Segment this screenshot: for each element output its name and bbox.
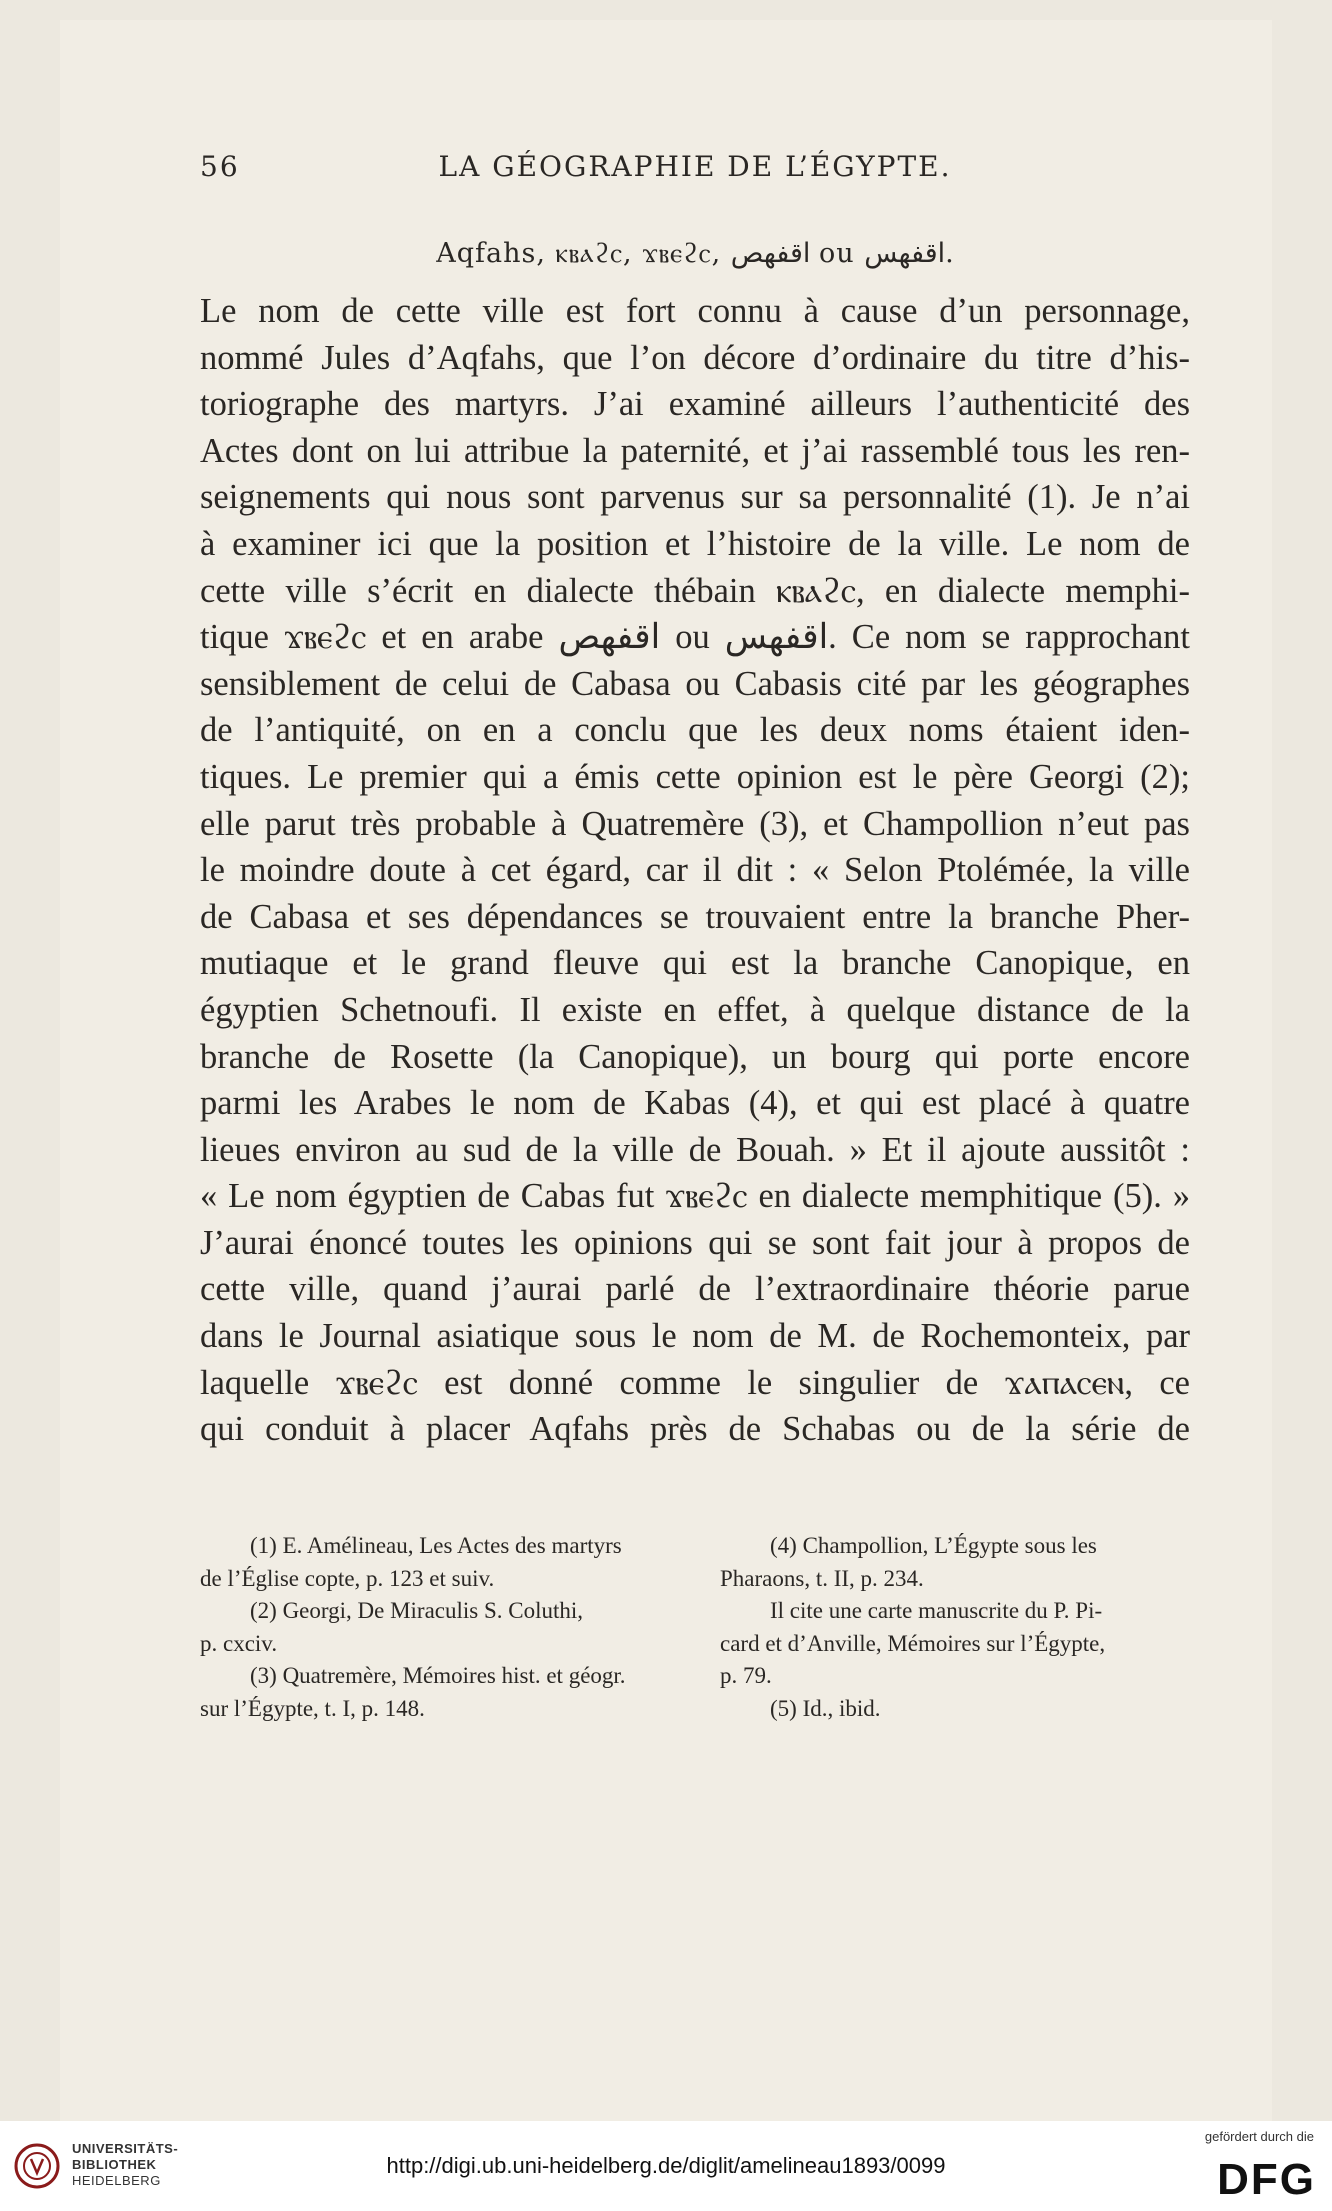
- footnotes-left-column: [200, 1530, 670, 1725]
- library-line: HEIDELBERG: [72, 2173, 161, 2188]
- body-line: laquelle ϫⲃⲉϩⲥ est donné comme le singulier de ϫⲁⲡⲁⲥⲉⲛ, ce: [200, 1363, 1190, 1402]
- body-line: lieues environ au sud de la ville de Bouah. » Et il ajoute aussitôt :: [200, 1130, 1190, 1169]
- body-line: sensiblement de celui de Cabasa ou Cabasis cité par les géographes: [200, 664, 1190, 703]
- footnote-line: (3) Quatremère, Mémoires hist. et géogr.: [250, 1663, 626, 1688]
- body-line: égyptien Schetnoufi. Il existe en effet, à quelque distance de la: [200, 990, 1190, 1029]
- library-line: BIBLIOTHEK: [72, 2157, 157, 2172]
- footnote-line: (5) Id., ibid.: [770, 1695, 881, 1721]
- section-heading: Aqfahs, ⲕⲃⲁϩⲥ, ϫⲃⲉϩⲥ, اقفهص ou اقفهس.: [436, 238, 954, 269]
- body-line: J’aurai énoncé toutes les opinions qui se sont fait jour à propos de: [200, 1223, 1190, 1262]
- body-line: cette ville s’écrit en dialecte thébain ⲕⲃⲁϩⲥ, en dialecte memphi-: [200, 571, 1190, 610]
- body-line: elle parut très probable à Quatremère (3), et Champollion n’eut pas: [200, 804, 1190, 843]
- body-line: cette ville, quand j’aurai parlé de l’extraordinaire théorie parue: [200, 1270, 1190, 1309]
- running-head: [200, 150, 1190, 183]
- footnote-line: de l’Église copte, p. 123 et suiv.: [200, 1565, 495, 1591]
- body-line: Le nom de cette ville est fort connu à cause d’un personnage,: [200, 292, 1190, 330]
- dfg-logo: DFG: [1217, 2155, 1316, 2204]
- footnote-line: card et d’Anville, Mémoires sur l’Égypte,: [720, 1630, 1106, 1656]
- footnote-line: (1) E. Amélineau, Les Actes des martyrs: [250, 1533, 622, 1558]
- body-line: à examiner ici que la position et l’histoire de la ville. Le nom de: [200, 524, 1190, 563]
- funding-caption: gefördert durch die: [1204, 2129, 1314, 2144]
- body-line: branche de Rosette (la Canopique), un bourg qui porte encore: [200, 1037, 1190, 1076]
- body-line: parmi les Arabes le nom de Kabas (4), et qui est placé à quatre: [200, 1084, 1190, 1123]
- body-line: Actes dont on lui attribue la paternité, et j’ai rassemblé tous les ren-: [200, 431, 1190, 470]
- body-line: de l’antiquité, on en a conclu que les deux noms étaient iden-: [200, 711, 1190, 750]
- footnote-line: p. 79.: [720, 1663, 772, 1688]
- body-line: tique ϫⲃⲉϩⲥ et en arabe اقفهص ou اقفهس. Ce nom se rapprochant: [200, 618, 1190, 657]
- footnotes-right-column: [720, 1530, 1190, 1725]
- body-line: toriographe des martyrs. J’ai examiné ailleurs l’authenticité des: [200, 385, 1190, 424]
- library-line: UNIVERSITÄTS-: [72, 2141, 179, 2156]
- page-number: 56: [200, 150, 240, 183]
- viewer-footer: [0, 2121, 1332, 2211]
- footnote-line: sur l’Égypte, t. I, p. 148.: [200, 1695, 425, 1721]
- footnote-line: p. cxciv.: [200, 1630, 278, 1656]
- body-line: « Le nom égyptien de Cabas fut ϫⲃⲉϩⲥ en dialecte memphitique (5). »: [200, 1177, 1190, 1216]
- permalink[interactable]: http://digi.ub.uni-heidelberg.de/diglit/amelineau1893/0099: [386, 2153, 946, 2178]
- body-line: tiques. Le premier qui a émis cette opinion est le père Georgi (2);: [200, 757, 1190, 796]
- body-line: le moindre doute à cet égard, car il dit : « Selon Ptolémée, la ville: [200, 851, 1190, 890]
- footnote-line: (4) Champollion, L’Égypte sous les: [770, 1533, 1097, 1558]
- body-line: dans le Journal asiatique sous le nom de M. de Rochemonteix, par: [200, 1317, 1190, 1356]
- body-line: de Cabasa et ses dépendances se trouvaient entre la branche Pher-: [200, 897, 1190, 936]
- footnote-line: Pharaons, t. II, p. 234.: [720, 1565, 924, 1591]
- scanned-page: [60, 20, 1272, 2130]
- body-line: mutiaque et le grand fleuve qui est la branche Canopique, en: [200, 944, 1190, 983]
- running-title: LA GÉOGRAPHIE DE L’ÉGYPTE.: [438, 150, 952, 183]
- body-line: nommé Jules d’Aqfahs, que l’on décore d’ordinaire du titre d’his-: [200, 338, 1190, 377]
- body-line: qui conduit à placer Aqfahs près de Schabas ou de la série de: [200, 1410, 1190, 1449]
- body-text: [200, 288, 1190, 1453]
- body-line: seignements qui nous sont parvenus sur sa personnalité (1). Je n’ai: [200, 478, 1190, 517]
- footnote-line: (2) Georgi, De Miraculis S. Coluthi,: [250, 1598, 584, 1623]
- footnote-line: Il cite une carte manuscrite du P. Pi-: [770, 1598, 1103, 1623]
